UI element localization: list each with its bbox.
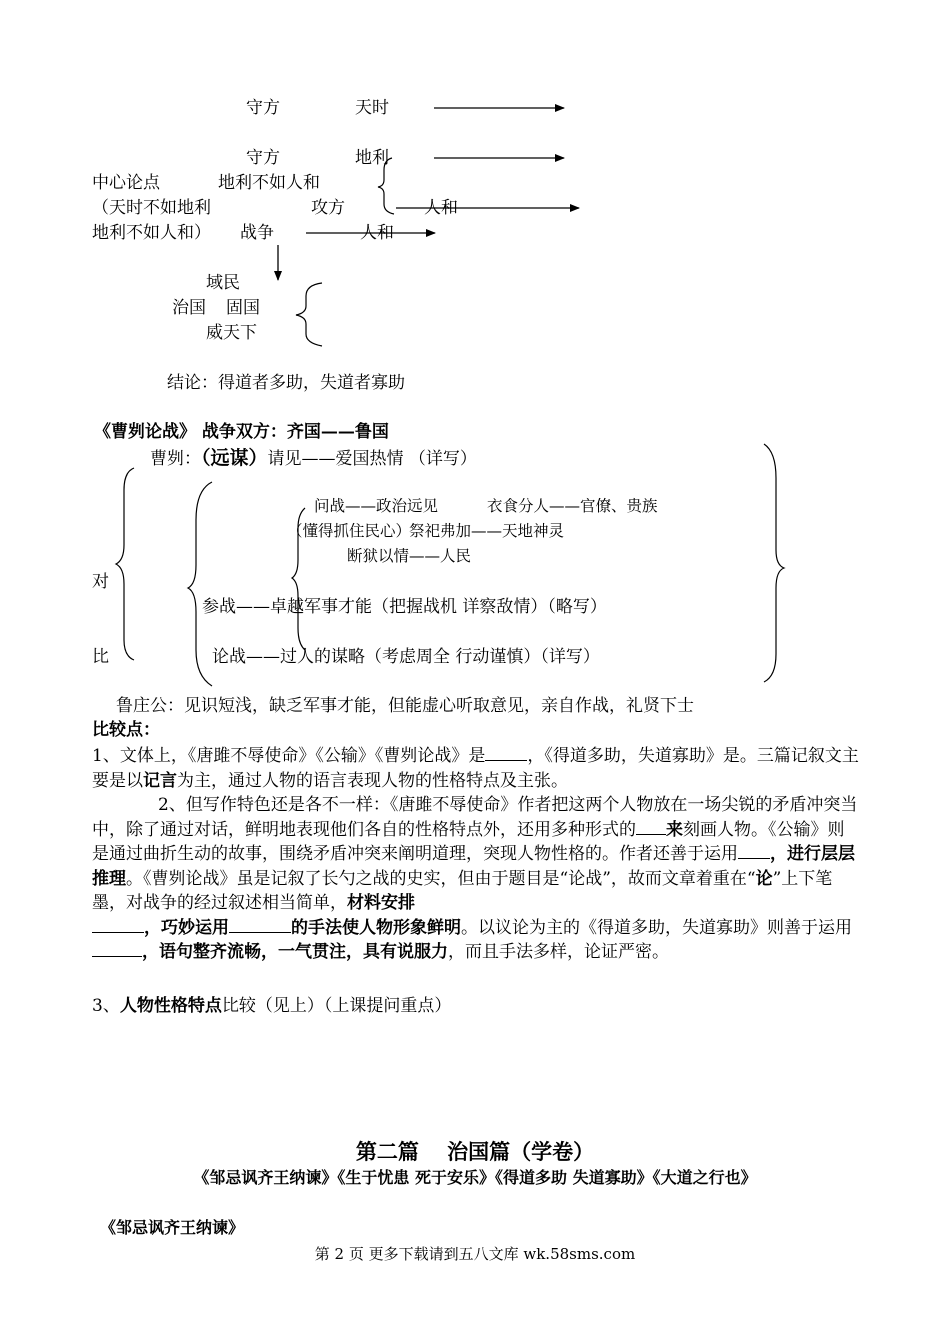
bi-char: 比 [92,647,109,667]
clothes-food: 衣食分人——官僚、贵族 [487,497,658,515]
caogui-name: 曹刿： [150,449,201,469]
caogui-far: （远谋） [201,447,268,469]
judge-cases: 断狱以情——人民 [347,547,472,565]
central-note-1: （天时不如地利 [92,198,211,218]
row2-left: 守方 [246,148,280,168]
caogui-rest: 请见——爱国热情 （详写） [267,449,477,469]
central-note-2: 地利不如人和） [92,223,211,243]
grasp-people: （懂得抓住民心） [287,522,412,540]
dui-char: 对 [92,572,109,592]
brace-right [764,444,784,682]
attack-target: 人和 [424,198,458,218]
section-title: 第二篇 治国篇（学卷） [355,1139,595,1164]
central-claim: 地利不如人和 [218,173,320,193]
compare-para-1: 1、文体上，《唐雎不辱使命》《公输》《曹刿论战》是 ，《得道多助，失道寡助》是。三篇记叙文主要是以记言为主，通过人物的语言表现人物的性格特点及主张。 [92,746,859,791]
blank-4 [92,916,144,933]
compare-heading: 比较点： [92,720,160,740]
lu-zhuanggong: 鲁庄公：见识短浅，缺乏军事才能，但能虚心听取意见，亲自作战，礼贤下士 [116,696,694,716]
caogui-line [150,449,477,468]
join-war: 参战——卓越军事才能（把握战机 详察敌情）（略写） [202,597,607,617]
page-footer: 第 2 页 更多下载请到五八文库 wk.58sms.com [314,1245,636,1263]
compare-para-2: 2、但写作特色还是各不一样：《唐雎不辱使命》作者把这两个人物放在一场尖锐的矛盾冲突当中，除了通过对话，鲜明地表现他们各自的性格特点外，还用多种形式的 来刻画人物。《公输》则是通过曲折生动的故事，围绕矛盾冲突来阐明道理，突现人物性格的。作者还善于运用 ，进行层层推理。《曹刿论战》虽是记叙了长勺之战的史实，但由于题目是“论战”，故而文章着重在“论”上下笔墨，对战争的经过叙述相当简单，材料安排 ，巧妙运用 的手法使人物形象鲜明。以议论为主的《得道多助，失道寡助》则善于运用，语句整齐流畅，一气贯注，具有说服力，而且手法多样，论证严密。 [92,795,858,962]
govern-1: 域民 [206,273,240,293]
govern-4: 威天下 [206,323,257,343]
conclusion: 结论：得道者多助，失道者寡助 [167,373,405,393]
row1-left: 守方 [246,98,280,118]
sacrifice: 祭祀弗加——天地神灵 [409,522,565,540]
govern-2: 治国 [172,298,206,318]
brace-duibi [116,468,134,660]
row2-right: 地利 [355,148,389,168]
blank-1 [485,744,527,761]
discuss-war: 论战——过人的谋略（考虑周全 行动谨慎）（详写） [212,647,600,667]
brace-yuanmou [188,482,212,686]
govern-3: 固国 [226,298,260,318]
ask-war: 问战——政治远见 [314,497,439,515]
blank-2 [636,818,666,835]
blank-3 [738,842,770,859]
blank-6 [92,940,142,957]
compare-para-3: 3、人物性格特点比较（见上）（上课提问重点） [92,996,452,1016]
brace-zhiguo [296,283,322,346]
first-item: 《邹忌讽齐王纳谏》 [100,1218,245,1237]
central-label: 中心论点 [92,173,160,193]
caogui-heading: 《曹刿论战》 战争双方：齐国——鲁国 [94,422,389,442]
row1-right: 天时 [355,98,389,118]
blank-5 [229,916,291,933]
section-subtitle: 《邹忌讽齐王纳谏》《生于忧患 死于安乐》《得道多助 失道寡助》《大道之行也》 [193,1168,757,1187]
war-target: 人和 [360,223,394,243]
war-label: 战争 [240,223,274,243]
attack-label: 攻方 [311,198,345,218]
